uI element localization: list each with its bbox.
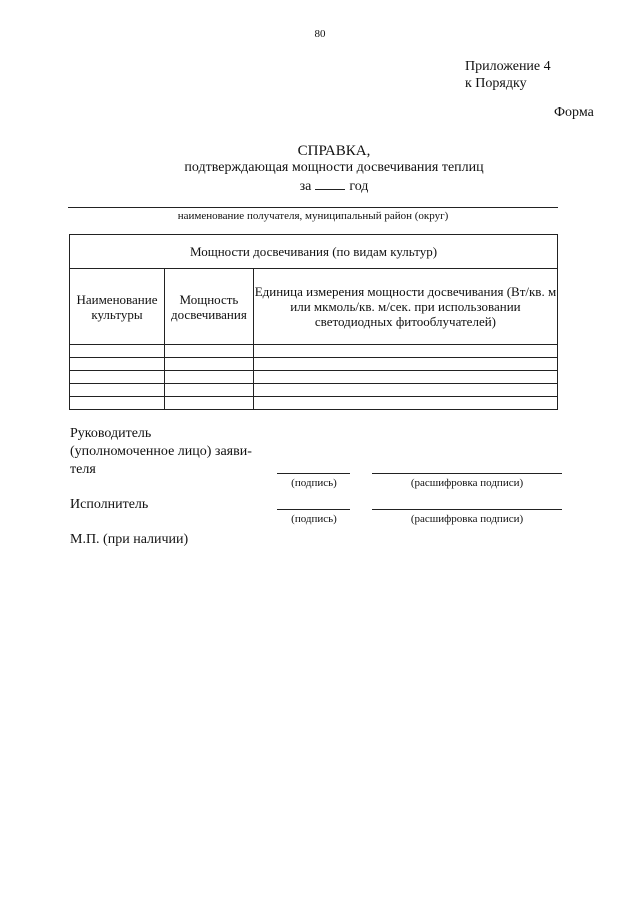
head-label-line-1: Руководитель <box>70 426 152 441</box>
table-cell[interactable] <box>70 358 165 371</box>
table-row <box>70 384 558 397</box>
table-cell[interactable] <box>253 358 557 371</box>
year-blank-field[interactable] <box>315 178 345 190</box>
table-cell[interactable] <box>70 345 165 358</box>
executor-transcript-caption: (расшифровка подписи) <box>410 513 524 525</box>
period-prefix: за <box>299 179 312 194</box>
head-label-line-2: (уполномоченное лицо) заяви- <box>70 444 252 459</box>
table-cell[interactable] <box>70 397 165 410</box>
table-row <box>70 371 558 384</box>
table-cell[interactable] <box>253 384 557 397</box>
appendix-line-2: к Порядку <box>465 76 527 91</box>
executor-label: Исполнитель <box>70 497 149 512</box>
table-cell[interactable] <box>253 345 557 358</box>
appendix-reference <box>465 58 551 92</box>
capacity-table <box>69 234 558 410</box>
column-header-unit: Единица измерения мощности досвечивания (Вт/кв. м или мкмоль/кв. м/сек. при использовании светодиодных фитооблучателей) <box>253 269 557 345</box>
appendix-line-1: Приложение 4 <box>465 59 551 74</box>
head-signature-field[interactable] <box>277 473 350 474</box>
column-header-crop-name: Наименование культуры <box>70 269 165 345</box>
head-transcript-field[interactable] <box>372 473 562 474</box>
document-title: СПРАВКА, <box>297 143 371 159</box>
table-cell[interactable] <box>164 358 253 371</box>
column-header-capacity: Мощность досвечивания <box>164 269 253 345</box>
table-cell[interactable] <box>70 371 165 384</box>
table-cell[interactable] <box>164 384 253 397</box>
form-label: Форма <box>554 105 594 120</box>
executor-signature-caption: (подпись) <box>291 513 337 525</box>
table-cell[interactable] <box>253 371 557 384</box>
page-number: 80 <box>314 28 326 40</box>
table-group-header: Мощности досвечивания (по видам культур) <box>70 235 558 269</box>
seal-label: М.П. (при наличии) <box>70 532 189 547</box>
table-row <box>70 358 558 371</box>
head-signature-caption: (подпись) <box>291 477 337 489</box>
table-cell[interactable] <box>70 384 165 397</box>
table-cell[interactable] <box>164 371 253 384</box>
recipient-name-field[interactable] <box>68 207 558 208</box>
table-cell[interactable] <box>164 397 253 410</box>
executor-signature-field[interactable] <box>277 509 350 510</box>
head-transcript-caption: (расшифровка подписи) <box>410 477 524 489</box>
executor-transcript-field[interactable] <box>372 509 562 510</box>
head-label <box>70 425 252 479</box>
head-label-line-3: теля <box>70 462 96 477</box>
table-row <box>70 345 558 358</box>
document-subtitle: подтверждающая мощности досвечивания теплиц <box>184 160 484 175</box>
period-line <box>0 178 640 195</box>
table-row <box>70 397 558 410</box>
table-cell[interactable] <box>253 397 557 410</box>
period-suffix: год <box>349 179 369 194</box>
recipient-caption: наименование получателя, муниципальный район (округ) <box>177 210 449 222</box>
table-cell[interactable] <box>164 345 253 358</box>
